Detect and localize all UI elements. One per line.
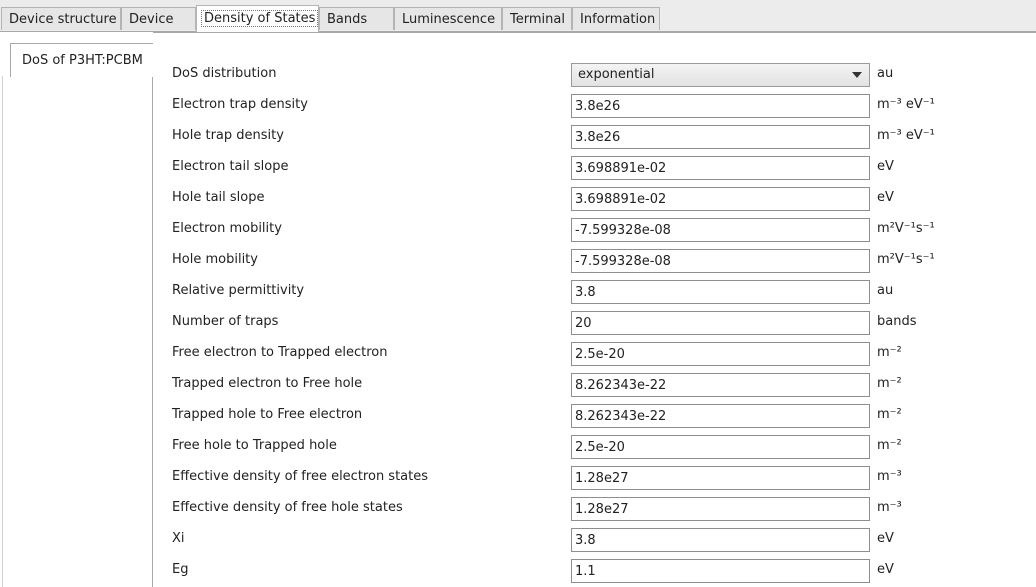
relative-permittivity-label: Relative permittivity bbox=[172, 283, 305, 298]
hole-trap-density-input[interactable] bbox=[571, 125, 870, 149]
tab-label: Device structure bbox=[9, 12, 117, 27]
hole-tail-slope-unit: eV bbox=[877, 190, 894, 205]
free-electron-to-trapped-electron-input[interactable] bbox=[571, 342, 870, 366]
side-tab-dos-p3ht-pcbm[interactable] bbox=[10, 43, 153, 77]
trapped-electron-to-free-hole-label: Trapped electron to Free hole bbox=[172, 376, 363, 391]
number-of-traps-input[interactable] bbox=[571, 311, 870, 335]
free-hole-to-trapped-hole-unit: m⁻² bbox=[877, 438, 902, 453]
eg-unit: eV bbox=[877, 562, 894, 577]
eg-label: Eg bbox=[172, 562, 189, 577]
electron-trap-density-unit: m⁻³ eV⁻¹ bbox=[877, 97, 935, 112]
number-of-traps-label: Number of traps bbox=[172, 314, 279, 329]
effective-density-free-electron-states-input[interactable] bbox=[571, 466, 870, 490]
hole-tail-slope-label: Hole tail slope bbox=[172, 190, 265, 205]
electron-tail-slope-label: Electron tail slope bbox=[172, 159, 289, 174]
dos-distribution-value: exponential bbox=[578, 67, 655, 82]
tab-label: Bands bbox=[327, 12, 368, 27]
number-of-traps-unit: bands bbox=[877, 314, 917, 329]
electron-mobility-label: Electron mobility bbox=[172, 221, 282, 236]
effective-density-free-electron-states-unit: m⁻³ bbox=[877, 469, 902, 484]
tab-label: Device bbox=[129, 12, 174, 27]
xi-label: Xi bbox=[172, 531, 185, 546]
side-tab-label: DoS of P3HT:PCBM bbox=[22, 53, 143, 68]
tab-label: Density of States bbox=[201, 10, 318, 27]
effective-density-free-electron-states-label: Effective density of free electron states bbox=[172, 469, 429, 484]
trapped-hole-to-free-electron-unit: m⁻² bbox=[877, 407, 902, 422]
eg-input[interactable] bbox=[571, 559, 870, 583]
hole-trap-density-unit: m⁻³ eV⁻¹ bbox=[877, 128, 935, 143]
electron-mobility-unit: m²V⁻¹s⁻¹ bbox=[877, 221, 935, 236]
chevron-down-icon[interactable] bbox=[852, 72, 862, 78]
left-panel-edge bbox=[2, 76, 3, 587]
electron-mobility-input[interactable] bbox=[571, 218, 870, 242]
tab-device-structure[interactable] bbox=[1, 7, 121, 30]
trapped-electron-to-free-hole-input[interactable] bbox=[571, 373, 870, 397]
tab-device[interactable] bbox=[121, 7, 196, 30]
free-hole-to-trapped-hole-label: Free hole to Trapped hole bbox=[172, 438, 337, 453]
electron-trap-density-input[interactable] bbox=[571, 94, 870, 118]
tab-label: Terminal bbox=[510, 12, 565, 27]
trapped-hole-to-free-electron-label: Trapped hole to Free electron bbox=[172, 407, 363, 422]
effective-density-free-hole-states-unit: m⁻³ bbox=[877, 500, 902, 515]
hole-trap-density-label: Hole trap density bbox=[172, 128, 284, 143]
left-panel bbox=[0, 32, 152, 587]
hole-mobility-label: Hole mobility bbox=[172, 252, 258, 267]
effective-density-free-hole-states-input[interactable] bbox=[571, 497, 870, 521]
free-hole-to-trapped-hole-input[interactable] bbox=[571, 435, 870, 459]
electron-tail-slope-input[interactable] bbox=[571, 156, 870, 180]
tab-information[interactable] bbox=[572, 7, 660, 30]
electron-tail-slope-unit: eV bbox=[877, 159, 894, 174]
tab-terminal[interactable] bbox=[502, 7, 572, 30]
tab-bands[interactable] bbox=[319, 7, 394, 30]
trapped-hole-to-free-electron-input[interactable] bbox=[571, 404, 870, 428]
main-tab-bar bbox=[0, 0, 1036, 32]
dos-distribution-unit: au bbox=[877, 66, 894, 81]
relative-permittivity-unit: au bbox=[877, 283, 894, 298]
dos-distribution-label: DoS distribution bbox=[172, 66, 277, 81]
xi-unit: eV bbox=[877, 531, 894, 546]
tab-label: Information bbox=[580, 12, 656, 27]
tab-density-of-states[interactable] bbox=[196, 5, 319, 32]
dos-distribution-select[interactable] bbox=[571, 63, 870, 87]
relative-permittivity-input[interactable] bbox=[571, 280, 870, 304]
free-electron-to-trapped-electron-label: Free electron to Trapped electron bbox=[172, 345, 388, 360]
trapped-electron-to-free-hole-unit: m⁻² bbox=[877, 376, 902, 391]
electron-trap-density-label: Electron trap density bbox=[172, 97, 308, 112]
effective-density-free-hole-states-label: Effective density of free hole states bbox=[172, 500, 403, 515]
xi-input[interactable] bbox=[571, 528, 870, 552]
free-electron-to-trapped-electron-unit: m⁻² bbox=[877, 345, 902, 360]
tab-label: Luminescence bbox=[402, 12, 496, 27]
hole-tail-slope-input[interactable] bbox=[571, 187, 870, 211]
hole-mobility-unit: m²V⁻¹s⁻¹ bbox=[877, 252, 935, 267]
hole-mobility-input[interactable] bbox=[571, 249, 870, 273]
tab-luminescence[interactable] bbox=[394, 7, 502, 30]
